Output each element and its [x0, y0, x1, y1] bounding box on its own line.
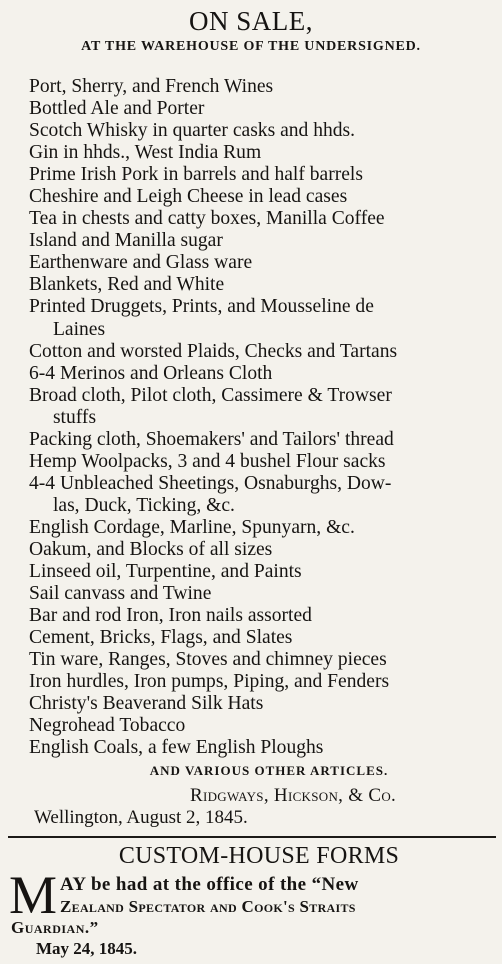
list-item: Earthenware and Glass ware	[29, 252, 253, 274]
various-articles-line: AND VARIOUS OTHER ARTICLES.	[149, 763, 389, 778]
list-item: English Coals, a few English Ploughs	[29, 737, 324, 759]
list-item: English Cordage, Marline, Spunyarn, &c.	[29, 516, 355, 538]
advert-subheading: AT THE WAREHOUSE OF THE UNDERSIGNED.	[81, 39, 421, 54]
list-item: Cement, Bricks, Flags, and Slates	[29, 627, 293, 649]
list-item: Christy's Beaverand Silk Hats	[29, 693, 264, 715]
advert-heading-on-sale: ON SALE,	[189, 6, 313, 36]
list-item: Iron hurdles, Iron pumps, Piping, and Fenders	[29, 671, 390, 693]
list-item: Oakum, and Blocks of all sizes	[29, 538, 273, 560]
list-item: Printed Druggets, Prints, and Mousseline de	[29, 296, 374, 318]
list-item-continuation: las, Duck, Ticking, &c.	[52, 494, 235, 516]
list-item-continuation: Laines	[52, 318, 106, 340]
list-item: Hemp Woolpacks, 3 and 4 bushel Flour sacks	[29, 450, 386, 472]
list-item: Prime Irish Pork in barrels and half barrels	[29, 164, 363, 186]
list-item: Cheshire and Leigh Cheese in lead cases	[29, 186, 348, 208]
advert-dateline: Wellington, August 2, 1845.	[34, 807, 248, 828]
list-item: Gin in hhds., West India Rum	[29, 142, 262, 164]
list-item: Sail canvass and Twine	[29, 583, 212, 605]
list-item-continuation: stuffs	[52, 406, 97, 428]
list-item: Tin ware, Ranges, Stoves and chimney pieces	[29, 649, 387, 671]
goods-list	[29, 76, 499, 759]
merchant-signature: Ridgways, Hickson, & Co.	[190, 785, 397, 806]
list-item: Linseed oil, Turpentine, and Paints	[29, 561, 302, 583]
list-item: 6-4 Merinos and Orleans Cloth	[29, 362, 273, 384]
notice-line-3: Guardian.”	[11, 918, 99, 937]
list-item: Port, Sherry, and French Wines	[29, 76, 274, 97]
list-item: Tea in chests and catty boxes, Manilla Coffee	[29, 208, 385, 230]
list-item: Negrohead Tobacco	[29, 715, 186, 737]
drop-cap-letter: M	[9, 865, 58, 925]
list-item: 4-4 Unbleached Sheetings, Osnaburghs, Dow-	[29, 472, 392, 494]
list-item: Packing cloth, Shoemakers' and Tailors' thread	[29, 428, 394, 450]
list-item: Broad cloth, Pilot cloth, Cassimere & Trowser	[29, 384, 392, 406]
list-item: Bar and rod Iron, Iron nails assorted	[29, 605, 312, 627]
list-item: Blankets, Red and White	[29, 274, 225, 296]
list-item: Scotch Whisky in quarter casks and hhds.	[29, 120, 356, 142]
list-item: Cotton and worsted Plaids, Checks and Tartans	[29, 340, 398, 362]
notice-line-2: Zealand Spectator and Cook's Straits	[60, 897, 356, 916]
advert-heading-custom-house: CUSTOM-HOUSE FORMS	[118, 843, 400, 869]
notice-date: May 24, 1845.	[36, 939, 138, 958]
notice-line-1: AY be had at the office of the “New	[60, 874, 359, 895]
list-item: Bottled Ale and Porter	[29, 98, 205, 120]
column-divider-rule	[8, 836, 496, 838]
list-item: Island and Manilla sugar	[29, 230, 223, 252]
